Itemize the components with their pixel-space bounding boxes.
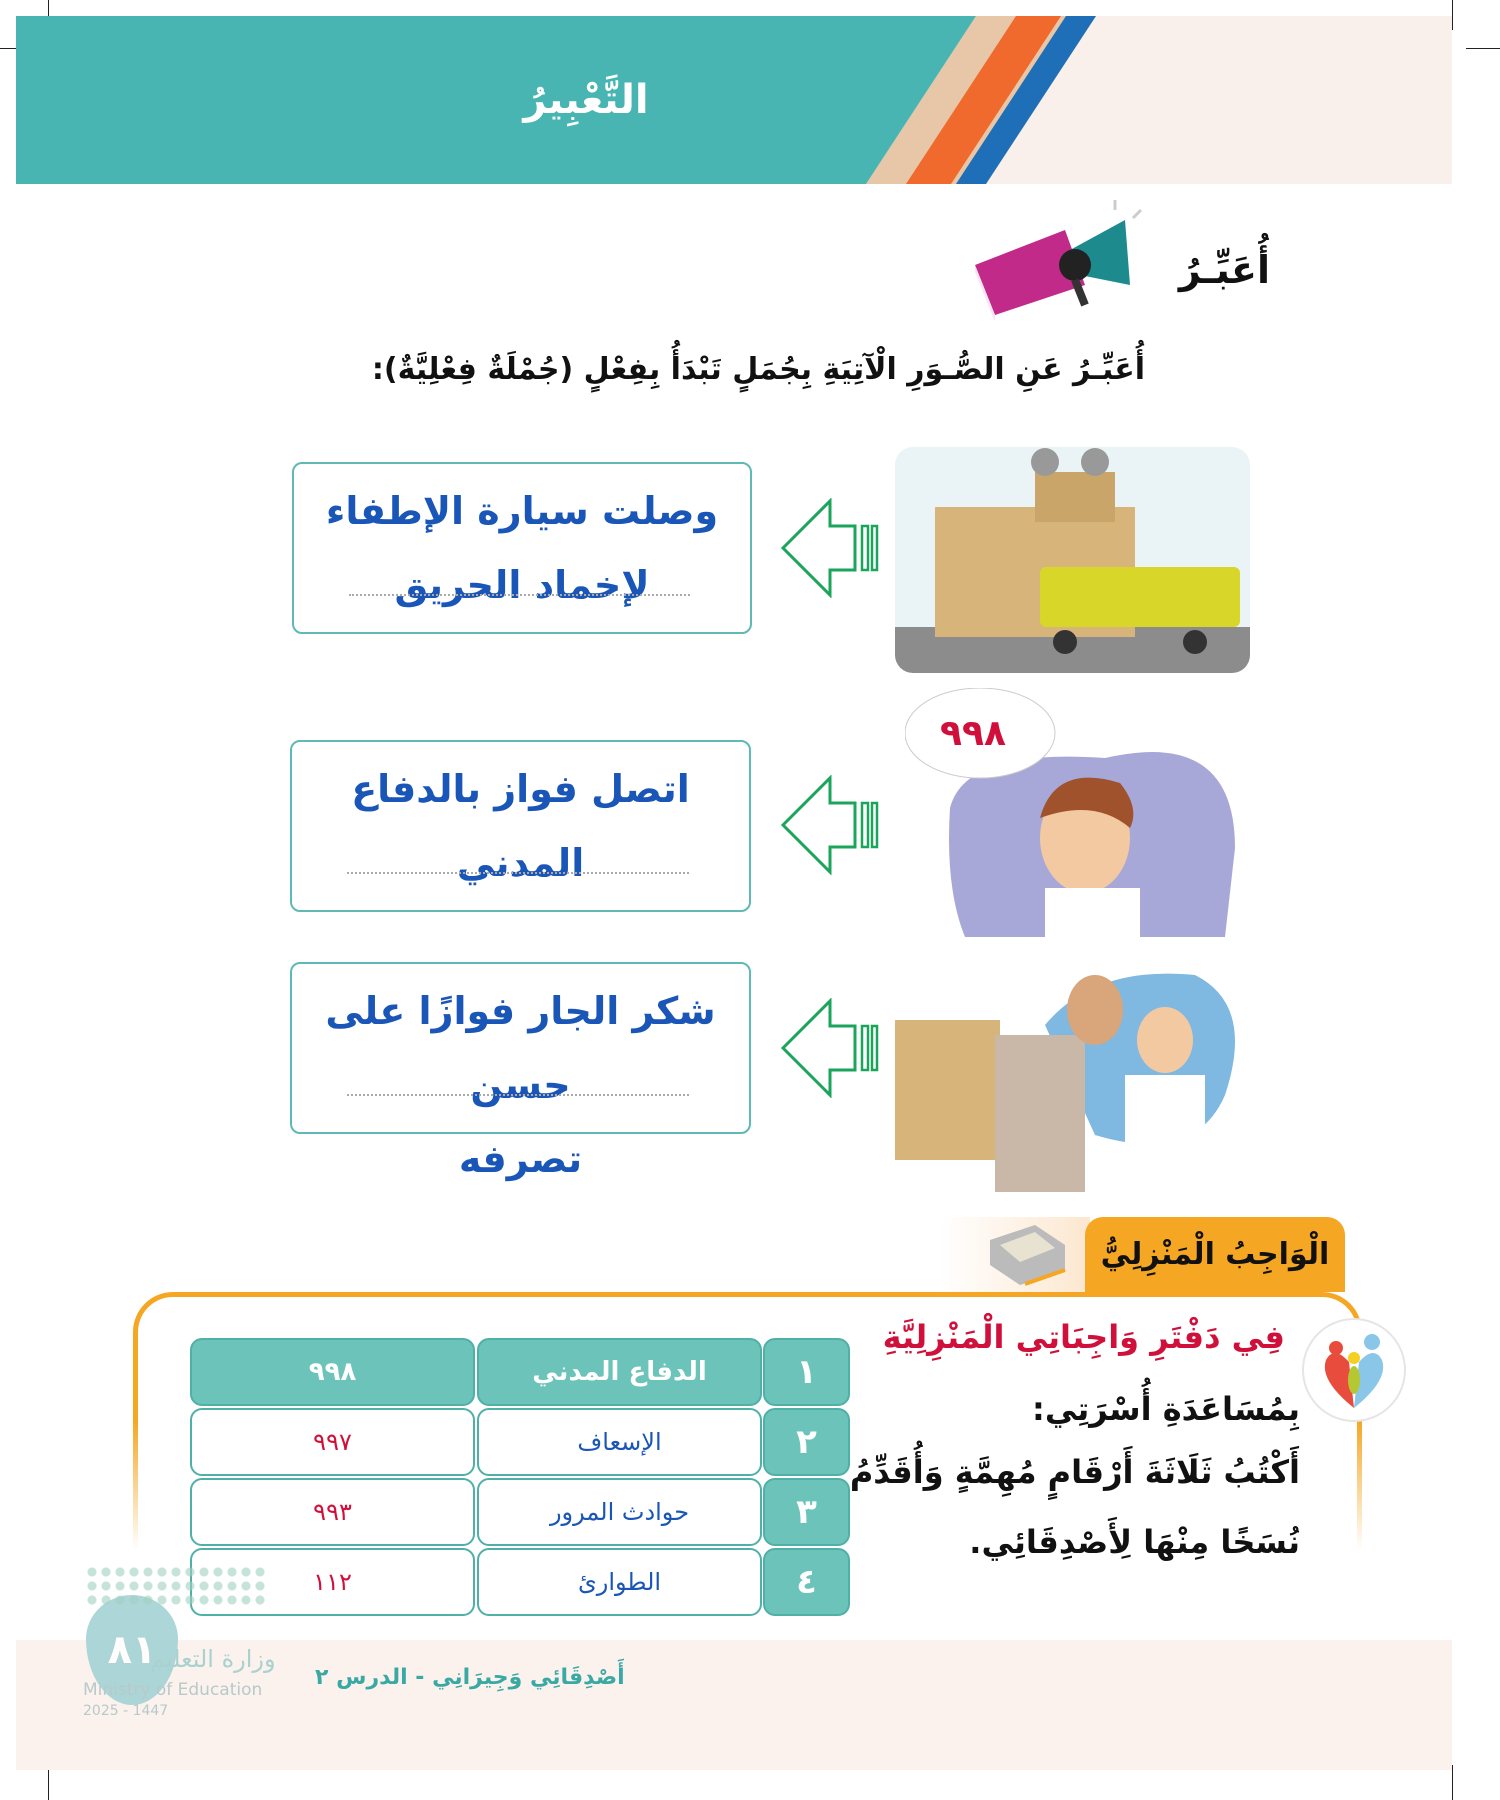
ministry-logo-dots [85,1565,265,1605]
crop-mark [1466,48,1500,49]
arrow-left-icon [780,998,880,1098]
book-megaphone-icon [975,200,1145,320]
page-header [16,16,1452,184]
table-cell-value: ٩٩٨ [190,1338,475,1406]
lesson-title: أَصْدِقَائِي وَجِيرَانِي - الدرس ٢ [315,1665,625,1690]
row-number: ٤ [763,1548,850,1616]
answer-line-1: وصلت سيارة الإطفاء [325,489,719,533]
row-number: ٢ [763,1408,850,1476]
ministry-name-ar: وزارة التعليم [150,1645,276,1673]
boy-phone-image [905,688,1240,937]
thought-bubble-number: ٩٩٨ [940,713,1006,754]
row-number: ١ [763,1338,850,1406]
table-cell-name[interactable]: الإسعاف [477,1408,762,1476]
answer-line-2: لإخماد الحريق [394,563,650,607]
table-cell-value[interactable]: ٩٩٧ [190,1408,475,1476]
homework-tab: الْوَاجِبُ الْمَنْزِلِيُّ [1085,1217,1345,1292]
answer-box-1[interactable] [292,462,752,634]
year: 2025 - 1447 [83,1703,169,1719]
dotted-line [349,594,690,596]
arrow-left-icon [780,498,880,598]
table-cell-name[interactable]: الطوارئ [477,1548,762,1616]
table-cell-name[interactable]: حوادث المرور [477,1478,762,1546]
answer-box-2[interactable] [290,740,751,912]
instruction: أُعَبِّـرُ عَنِ الصُّـوَرِ الْآتِيَةِ بِجُمَلٍ تَبْدَأُ بِفِعْلٍ (جُمْلَةٌ فِعْلِيَّةٌ): [371,352,1145,387]
page-title: التَّعْبِيرُ [523,77,649,123]
table-cell-value[interactable]: ٩٩٣ [190,1478,475,1546]
crop-mark [1452,1765,1453,1800]
homework-box-icon [985,1220,1070,1288]
answer-line-1: اتصل فواز بالدفاع المدني [351,767,690,885]
answer-box-3[interactable] [290,962,751,1181]
arrow-left-icon [780,775,880,875]
fire-truck-house-image [895,447,1250,673]
homework-line-3: نُسَخًا مِنْهَا لِأَصْدِقَائِي. [969,1523,1300,1561]
dotted-line [347,872,689,874]
dotted-line [347,1094,689,1096]
homework-heading: فِي دَفْتَرِ وَاجِبَاتِي الْمَنْزِلِيَّةِ [882,1318,1285,1356]
row-number: ٣ [763,1478,850,1546]
section-label: أُعَبِّـرُ [1178,248,1270,292]
crop-mark [48,1765,49,1800]
answer-line-2: تصرفه [458,1137,583,1181]
homework-line-2: أَكْتُبُ ثَلَاثَةَ أَرْقَامٍ مُهِمَّةٍ وَأُقَدِّمُ [849,1453,1300,1491]
homework-line-1: بِمُسَاعَدَةِ أُسْرَتِي: [1032,1390,1300,1428]
table-cell-value[interactable]: ١١٢ [190,1548,475,1616]
answer-line-1: شكر الجار فوازًا على حسن [325,989,716,1107]
table-cell-name: الدفاع المدني [477,1338,762,1406]
neighbor-handshake-image [895,965,1250,1192]
family-heart-icon [1302,1318,1406,1422]
crop-mark [1452,0,1453,30]
page-number: ٨١ [86,1595,178,1705]
ministry-name-en: Ministry of Education [83,1680,263,1700]
